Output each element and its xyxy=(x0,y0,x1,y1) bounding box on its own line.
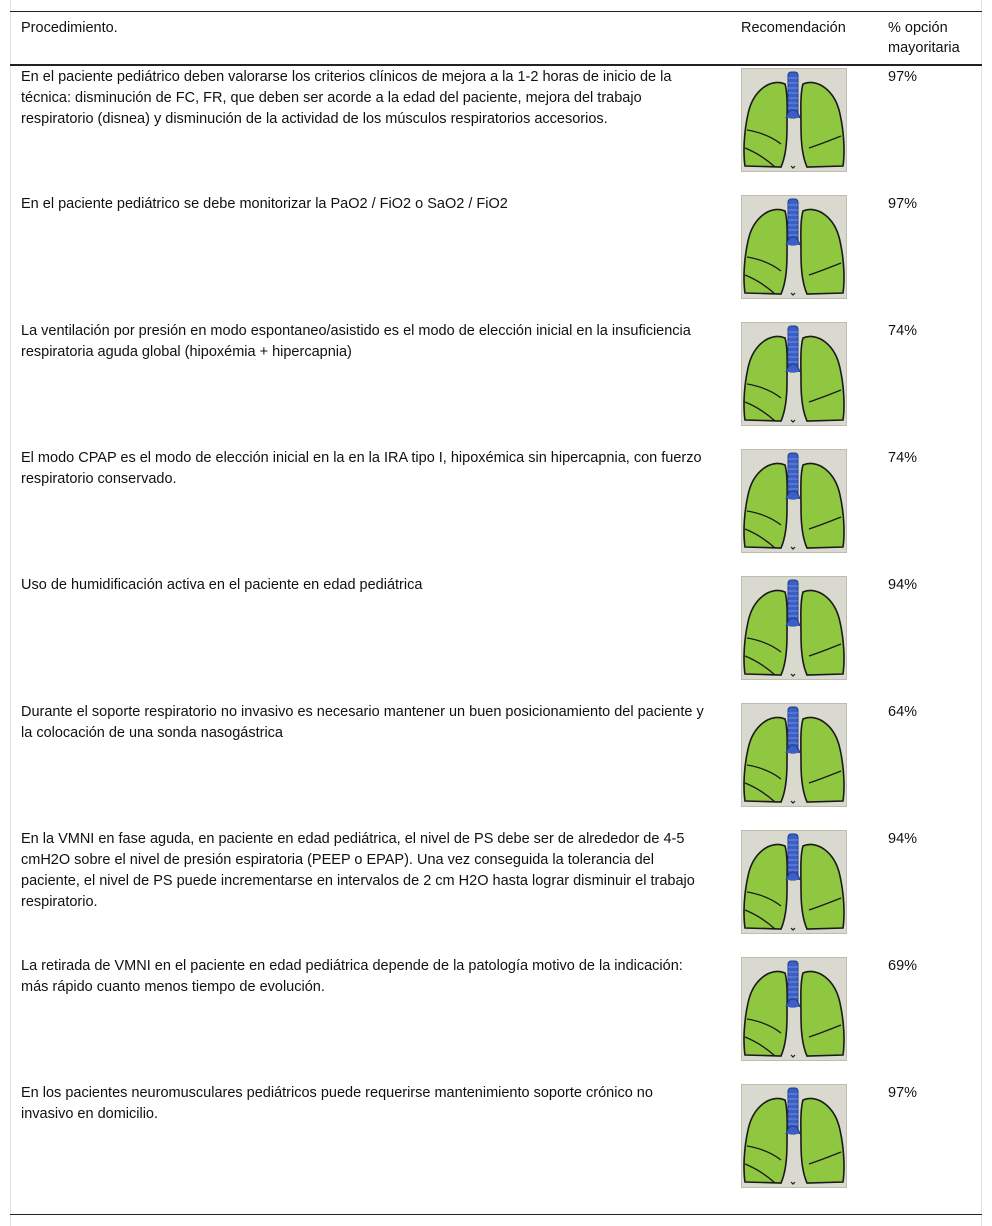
lungs-icon xyxy=(741,449,847,553)
procedure-text: En el paciente pediátrico se debe monitorizar la PaO2 / FiO2 o SaO2 / FiO2 xyxy=(21,196,508,212)
lungs-icon xyxy=(741,830,847,934)
procedure-text: Durante el soporte respiratorio no invasivo es necesario mantener un buen posicionamiento del paciente y la colocación de una sonda nasogástrica xyxy=(21,704,704,741)
header-recommendation: Recomendación xyxy=(741,20,846,36)
table-top-rule xyxy=(10,11,982,12)
table-row xyxy=(10,65,982,192)
table-row xyxy=(10,954,982,1081)
lungs-icon xyxy=(741,957,847,1061)
table-row xyxy=(10,446,982,573)
header-procedure: Procedimiento. xyxy=(21,20,118,36)
table-row xyxy=(10,573,982,700)
percent-value: 97% xyxy=(888,1085,918,1101)
header-percent: % opción mayoritaria xyxy=(888,20,960,56)
percent-value: 97% xyxy=(888,196,918,212)
procedure-text: La retirada de VMNI en el paciente en edad pediátrica depende de la patología motivo de la indicación: más rápido cuanto menos tiempo de evolución. xyxy=(21,958,683,995)
lungs-icon xyxy=(741,1084,847,1188)
procedure-text: El modo CPAP es el modo de elección inicial en la en la IRA tipo I, hipoxémica sin hipercapnia, con fuerzo respiratorio conservado. xyxy=(21,450,702,487)
procedure-text: En el paciente pediátrico deben valorarse los criterios clínicos de mejora a la 1-2 horas de inicio de la técnica: disminución de FC, FR, que deben ser acorde a la edad del paciente, mejora del trabajo respiratorio (disnea) y disminución de la actividad de los músculos respiratorios accesorios. xyxy=(21,69,672,127)
procedure-text: La ventilación por presión en modo espontaneo/asistido es el modo de elección inicial en la insuficiencia respiratoria aguda global (hipoxémia + hipercapnia) xyxy=(21,323,691,360)
percent-value: 69% xyxy=(888,958,918,974)
procedure-text: En la VMNI en fase aguda, en paciente en edad pediátrica, el nivel de PS debe ser de alrededor de 4-5 cmH2O sobre el nivel de presión espiratoria (PEEP o EPAP). Una vez conseguida la tolerancia del paciente, el nivel de PS puede incrementarse en intervalos de 2 cm H2O hasta lograr disminuir el trabajo respiratorio. xyxy=(21,831,695,910)
lungs-icon xyxy=(741,576,847,680)
table-row xyxy=(10,700,982,827)
percent-value: 97% xyxy=(888,69,918,85)
table-row xyxy=(10,1081,982,1208)
percent-value: 64% xyxy=(888,704,918,720)
procedure-text: En los pacientes neuromusculares pediátricos puede requerirse mantenimiento soporte crónico no invasivo en domicilio. xyxy=(21,1085,653,1122)
percent-value: 74% xyxy=(888,323,918,339)
lungs-icon xyxy=(741,703,847,807)
lungs-icon xyxy=(741,68,847,172)
procedure-text: Uso de humidificación activa en el paciente en edad pediátrica xyxy=(21,577,423,593)
table-row xyxy=(10,319,982,446)
percent-value: 94% xyxy=(888,831,918,847)
lungs-icon xyxy=(741,195,847,299)
lungs-icon xyxy=(741,322,847,426)
table-row xyxy=(10,827,982,954)
percent-value: 74% xyxy=(888,450,918,466)
table-bottom-rule xyxy=(10,1214,982,1215)
percent-value: 94% xyxy=(888,577,918,593)
table-row xyxy=(10,192,982,319)
